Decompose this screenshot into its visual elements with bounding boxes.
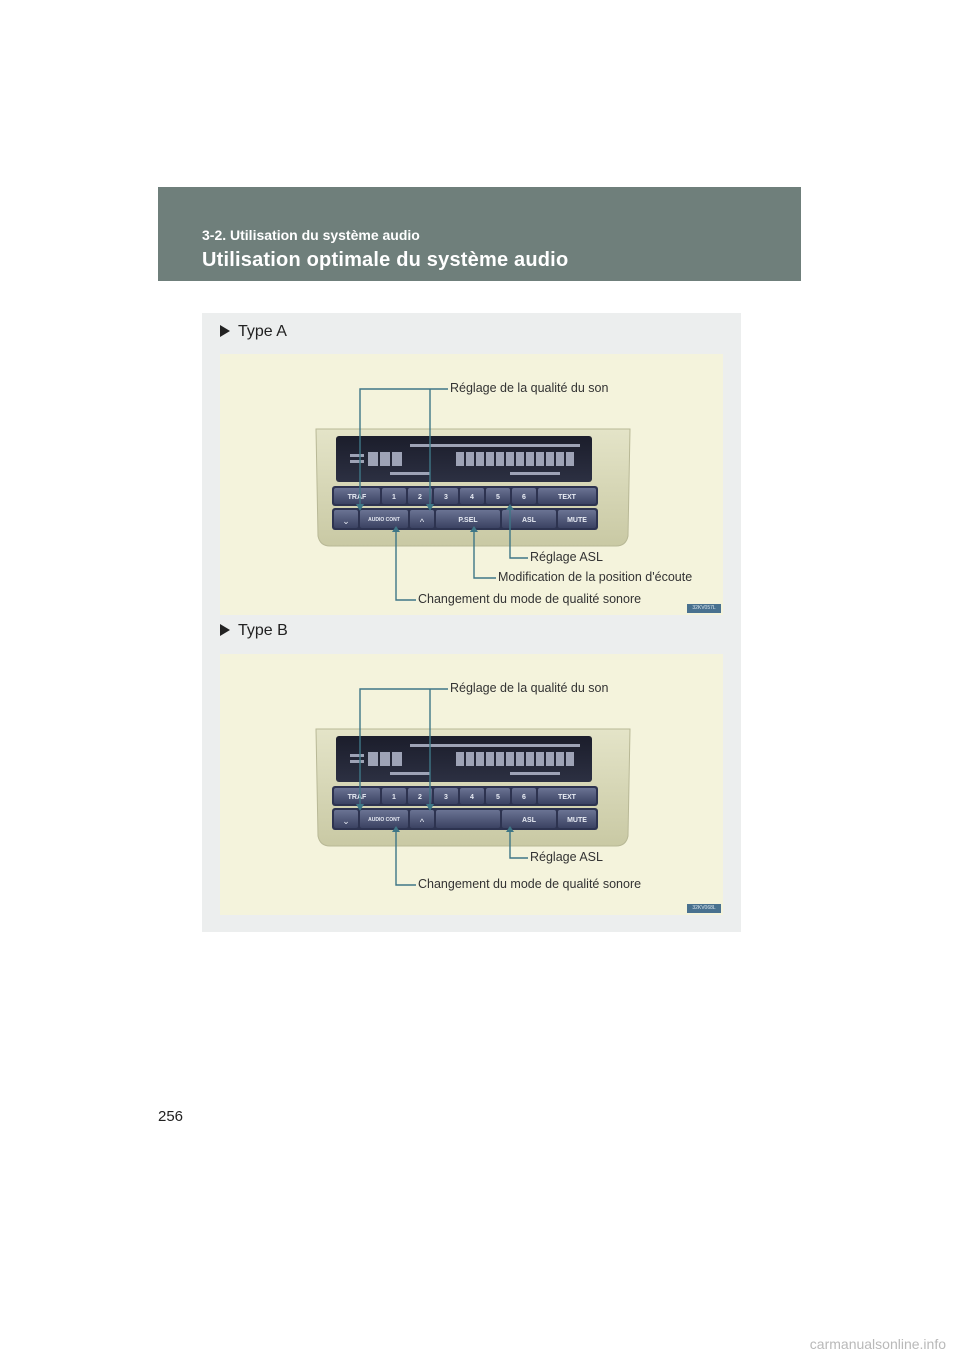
chevron-down-icon: ⌄: [342, 816, 350, 826]
btn-1-label: 1: [392, 494, 396, 501]
btn-psel-label: P.SEL: [458, 517, 478, 524]
btn-6-label: 6: [522, 494, 526, 501]
triangle-bullet-icon: [220, 624, 230, 636]
btn-2-label: 2: [418, 794, 422, 801]
header-band: [158, 187, 801, 281]
btn-5-label: 5: [496, 794, 500, 801]
triangle-bullet-icon: [220, 325, 230, 337]
callout-asl: Réglage ASL: [530, 550, 603, 564]
chevron-down-icon: ⌄: [342, 516, 350, 526]
btn-text-label: TEXT: [558, 794, 576, 801]
btn-4-label: 4: [470, 794, 474, 801]
watermark: carmanualsonline.info: [809, 1336, 946, 1352]
callout-asl: Réglage ASL: [530, 850, 603, 864]
callout-listening-position: Modification de la position d'écoute: [498, 570, 693, 584]
btn-traf-label: TRAF: [347, 794, 367, 801]
content-box: [202, 313, 741, 932]
btn-5-label: 5: [496, 494, 500, 501]
btn-3-label: 3: [444, 494, 448, 501]
chevron-up-icon: ^: [419, 817, 425, 827]
btn-mute-label: MUTE: [567, 817, 587, 824]
figure-type-a: [220, 354, 723, 615]
btn-traf-label: TRAF: [347, 494, 367, 501]
btn-3-label: 3: [444, 794, 448, 801]
btn-asl-label: ASL: [522, 517, 536, 524]
page-number: 256: [158, 1108, 184, 1125]
callout-sound-quality: Réglage de la qualité du son: [450, 681, 609, 695]
buttons-top-row: [334, 488, 596, 504]
callout-sound-mode: Changement du mode de qualité sonore: [418, 877, 642, 891]
type-b-label: Type B: [238, 622, 288, 639]
btn-1-label: 1: [392, 794, 396, 801]
figure-type-b: [220, 654, 723, 915]
buttons-top-row: [334, 788, 596, 804]
page-title: Utilisation optimale du système audio: [202, 249, 569, 271]
type-a-heading: [220, 323, 287, 341]
type-b-heading: [220, 622, 288, 640]
btn-2-label: 2: [418, 494, 422, 501]
chevron-up-icon: ^: [419, 517, 425, 527]
btn-4-label: 4: [470, 494, 474, 501]
image-code: 32KV068L: [687, 904, 721, 913]
btn-audio-cont-label: AUDIO CONT: [368, 817, 400, 823]
btn-asl-label: ASL: [522, 817, 536, 824]
section-label: 3-2. Utilisation du système audio: [202, 227, 420, 243]
btn-audio-cont-label: AUDIO CONT: [368, 517, 400, 523]
image-code: 32KV057L: [687, 604, 721, 613]
btn-text-label: TEXT: [558, 494, 576, 501]
type-a-label: Type A: [238, 323, 287, 340]
callout-sound-quality: Réglage de la qualité du son: [450, 381, 609, 395]
btn-6-label: 6: [522, 794, 526, 801]
callout-sound-mode: Changement du mode de qualité sonore: [418, 592, 642, 606]
btn-mute-label: MUTE: [567, 517, 587, 524]
